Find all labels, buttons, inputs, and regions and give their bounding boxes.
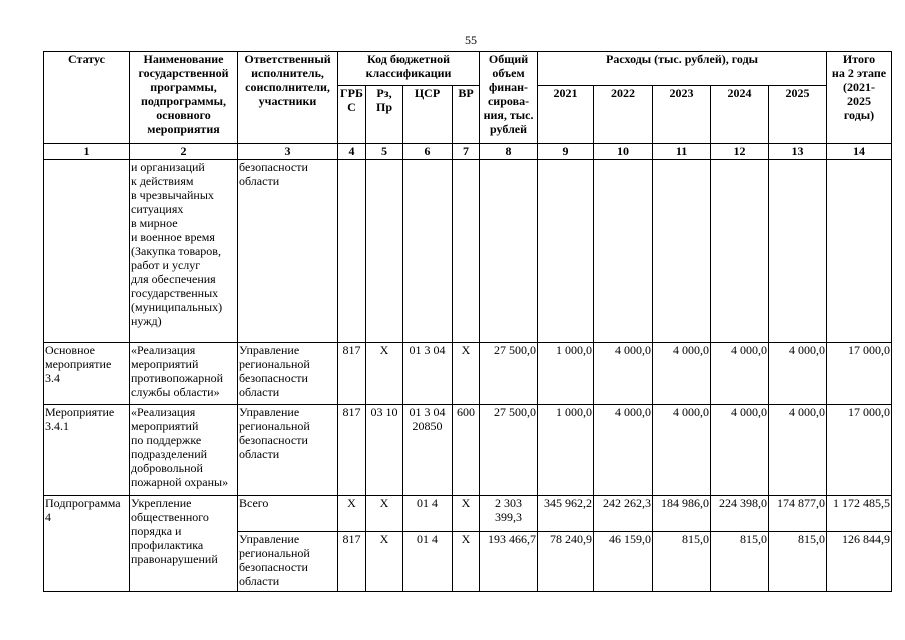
- row-2023: 4 000,0: [653, 405, 711, 496]
- col-number: 2: [130, 144, 238, 160]
- row-total: 2 303 399,3: [480, 496, 538, 532]
- row-2023: 815,0: [653, 532, 711, 592]
- header-2022: 2022: [594, 86, 653, 144]
- row-status: [44, 160, 130, 343]
- col-number: 9: [538, 144, 594, 160]
- header-total-stage2: Итого на 2 этапе (2021- 2025 годы): [827, 52, 892, 144]
- row-grbs: 817: [338, 343, 366, 405]
- row-2021: [538, 160, 594, 343]
- row-2024: 4 000,0: [711, 405, 769, 496]
- row-vr: Х: [453, 496, 480, 532]
- row-status: Мероприятие 3.4.1: [44, 405, 130, 496]
- row-2024: 4 000,0: [711, 343, 769, 405]
- table-row: [44, 343, 892, 405]
- row-responsible: Всего: [238, 496, 338, 532]
- header-responsible: Ответственный исполнитель, соисполнители, участники: [238, 52, 338, 144]
- row-stage2: 1 172 485,5: [827, 496, 892, 532]
- row-2022: 46 159,0: [594, 532, 653, 592]
- row-2024: 815,0: [711, 532, 769, 592]
- col-number: 8: [480, 144, 538, 160]
- header-total-volume: Общий объем финан- сирова- ния, тыс. рублей: [480, 52, 538, 144]
- row-2024: [711, 160, 769, 343]
- row-2022: 4 000,0: [594, 343, 653, 405]
- row-stage2: [827, 160, 892, 343]
- row-rzpr: Х: [366, 343, 403, 405]
- row-name: и организаций к действиям в чрезвычайных ситуациях в мирное и военное время (Закупка товаров, работ и услуг для обеспечения государственных (муниципальных) нужд): [130, 160, 238, 343]
- row-responsible: Управление региональной безопасности области: [238, 343, 338, 405]
- row-name: «Реализация мероприятий по поддержке подразделений добровольной пожарной охраны»: [130, 405, 238, 496]
- row-vr: [453, 160, 480, 343]
- col-number: 6: [403, 144, 453, 160]
- header-budget-code: Код бюджетной классификации: [338, 52, 480, 86]
- column-number-row: [44, 144, 892, 160]
- row-vr: Х: [453, 343, 480, 405]
- header-2023: 2023: [653, 86, 711, 144]
- row-2022: 242 262,3: [594, 496, 653, 532]
- row-csr: [403, 160, 453, 343]
- row-responsible: безопасности области: [238, 160, 338, 343]
- col-number: 14: [827, 144, 892, 160]
- header-expenses: Расходы (тыс. рублей), годы: [538, 52, 827, 86]
- row-rzpr: Х: [366, 532, 403, 592]
- row-total: 27 500,0: [480, 405, 538, 496]
- row-2023: [653, 160, 711, 343]
- row-stage2: 17 000,0: [827, 405, 892, 496]
- row-responsible: Управление региональной безопасности области: [238, 405, 338, 496]
- row-grbs: 817: [338, 532, 366, 592]
- budget-table: [43, 51, 892, 592]
- col-number: 5: [366, 144, 403, 160]
- header-2024: 2024: [711, 86, 769, 144]
- page-number: 55: [465, 33, 477, 47]
- row-2025: 174 877,0: [769, 496, 827, 532]
- row-stage2: 17 000,0: [827, 343, 892, 405]
- row-stage2: 126 844,9: [827, 532, 892, 592]
- row-2025: 4 000,0: [769, 343, 827, 405]
- col-number: 1: [44, 144, 130, 160]
- col-number: 3: [238, 144, 338, 160]
- row-2023: 184 986,0: [653, 496, 711, 532]
- row-csr: 01 4: [403, 496, 453, 532]
- row-csr: 01 3 04 20850: [403, 405, 453, 496]
- row-total: 27 500,0: [480, 343, 538, 405]
- row-2021: 345 962,2: [538, 496, 594, 532]
- row-rzpr: Х: [366, 496, 403, 532]
- row-rzpr: [366, 160, 403, 343]
- col-number: 7: [453, 144, 480, 160]
- row-2025: [769, 160, 827, 343]
- row-responsible: Управление региональной безопасности области: [238, 532, 338, 592]
- header-grbs: ГРБ С: [338, 86, 366, 144]
- header-rzpr: Рз, Пр: [366, 86, 403, 144]
- row-2025: 4 000,0: [769, 405, 827, 496]
- row-total: 193 466,7: [480, 532, 538, 592]
- row-2022: 4 000,0: [594, 405, 653, 496]
- table-row: [44, 496, 892, 532]
- row-rzpr: 03 10: [366, 405, 403, 496]
- row-name: Укрепление общественного порядка и профилактика правонарушений: [130, 496, 238, 592]
- row-2021: 1 000,0: [538, 405, 594, 496]
- col-number: 12: [711, 144, 769, 160]
- row-status: Основное мероприятие 3.4: [44, 343, 130, 405]
- table-row: [44, 405, 892, 496]
- col-number: 4: [338, 144, 366, 160]
- row-2025: 815,0: [769, 532, 827, 592]
- row-vr: 600: [453, 405, 480, 496]
- header-2025: 2025: [769, 86, 827, 144]
- header-status: Статус: [44, 52, 130, 144]
- header-vr: ВР: [453, 86, 480, 144]
- row-2023: 4 000,0: [653, 343, 711, 405]
- row-total: [480, 160, 538, 343]
- row-grbs: [338, 160, 366, 343]
- row-2022: [594, 160, 653, 343]
- row-name: «Реализация мероприятий противопожарной службы области»: [130, 343, 238, 405]
- row-2021: 1 000,0: [538, 343, 594, 405]
- header-name: Наименование государственной программы, подпрограммы, основного мероприятия: [130, 52, 238, 144]
- row-status: Подпрограмма 4: [44, 496, 130, 592]
- col-number: 10: [594, 144, 653, 160]
- row-csr: 01 3 04: [403, 343, 453, 405]
- row-2024: 224 398,0: [711, 496, 769, 532]
- header-csr: ЦСР: [403, 86, 453, 144]
- header-2021: 2021: [538, 86, 594, 144]
- table-row: [44, 160, 892, 343]
- row-grbs: Х: [338, 496, 366, 532]
- col-number: 13: [769, 144, 827, 160]
- row-2021: 78 240,9: [538, 532, 594, 592]
- row-grbs: 817: [338, 405, 366, 496]
- row-vr: Х: [453, 532, 480, 592]
- col-number: 11: [653, 144, 711, 160]
- row-csr: 01 4: [403, 532, 453, 592]
